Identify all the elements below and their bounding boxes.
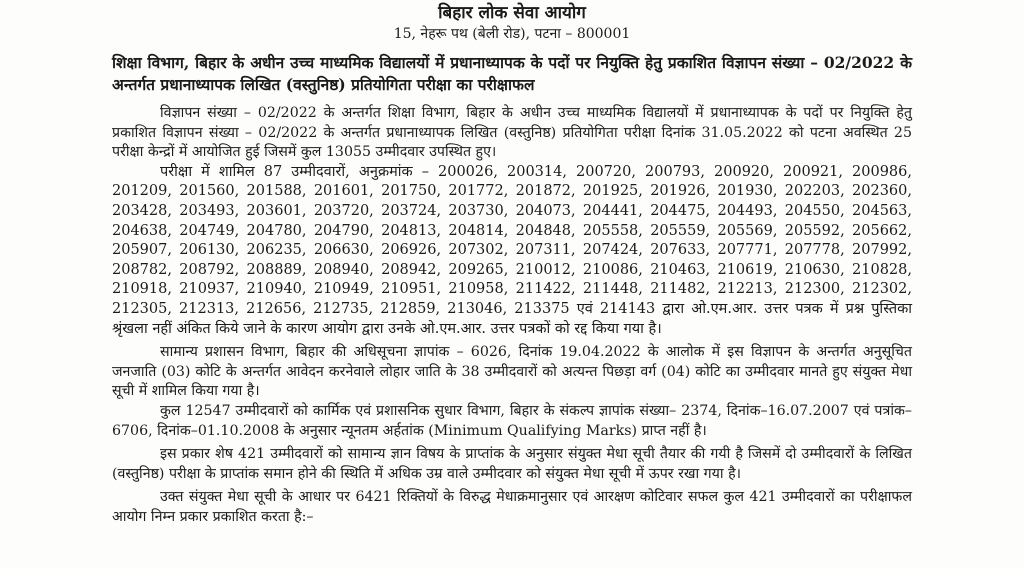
paragraph-exam-details: विज्ञापन संख्या – 02/2022 के अन्तर्गत शिक्षा विभाग, बिहार के अधीन उच्च माध्यमिक विद्यालयों में प्रधानाध्यापक के पदों पर नियुक्ति हेतु प्रकाशित विज्ञापन संख्या – 02/2022 के अन्तर्गत प्रधानाध्यापक लिखित (वस्तुनिष्ठ) प्रतियोगिता परीक्षा दिनांक 31.05.2022 को पटना अवस्थित 25 परीक्षा केन्द्रों में आयोजित हुई जिसमें कुल 13055 उम्मीदवार उपस्थित हुए। — [112, 105, 912, 161]
paragraph-lohar-caste: सामान्य प्रशासन विभाग, बिहार की अधिसूचना ज्ञापांक – 6026, दिनांक 19.04.2022 के आलोक में इस विज्ञापन के अन्तर्गत अनुसूचित जनजाति (03) कोटि के अन्तर्गत आवेदन करनेवाले लोहार जाति के 38 उम्मीदवारों को अत्यन्त पिछड़ा वर्ग (04) कोटि का उम्मीदवार मानते हुए संयुक्त मेधा सूची में शामिल किया गया है। — [112, 344, 912, 400]
paragraph-minimum-marks: कुल 12547 उम्मीदवारों को कार्मिक एवं प्रशासनिक सुधार विभाग, बिहार के संकल्प ज्ञापांक संख्या– 2374, दिनांक–16.07.2007 एवं पत्रांक– 6706, दिनांक–01.10.2008 के अनुसार न्यूनतम अर्हतांक (Minimum Qualifying Marks) प्राप्त नहीं है। — [112, 402, 912, 439]
paragraph-cancelled-omr: परीक्षा में शामिल 87 उम्मीदवारों, अनुक्रमांक – 200026, 200314, 200720, 200793, 200920, 200921, 200986, 201209, 201560, 201588, 201601, 201750, 201772, 201872, 201925, 201926, 201930, 202203, 202360, 203428, 203493, 203601, 203720, 203724, 203730, 204073, 204441, 204475, 204493, 204550, 204563, 204638, 204749, 204780, 204790, 204813, 204814, 204848, 205558, 205559, 205569, 205592, 205662, 205907, 206130, 206235, 206630, 206926, 207302, 207311, 207424, 207633, 207771, 207778, 207992, 208782, 208792, 208889, 208940, 208942, 209265, 210012, 210086, 210463, 210619, 210630, 210828, 210918, 210937, 210940, 210949, 210951, 210958, 211422, 211448, 211482, 212213, 212300, 212302, 212305, 212313, 212656, 212735, 212859, 213046, 213375 एवं 214143 द्वारा ओ.एम.आर. उत्तर पत्रक में प्रश्न पुस्तिका श्रृंखला नहीं अंकित किये जाने के कारण आयोग द्वारा उनके ओ.एम.आर. उत्तर पत्रकों को रद्द किया गया है। — [112, 163, 912, 337]
paragraph-merit-list: इस प्रकार शेष 421 उम्मीदवारों को सामान्य ज्ञान विषय के प्राप्तांक के अनुसार संयुक्त मेधा सूची तैयार की गयी है जिसमें दो उम्मीदवारों के लिखित (वस्तुनिष्ठ) परीक्षा के प्राप्तांक समान होने की स्थिति में अधिक उम्र वाले उम्मीदवार को संयुक्त मेधा सूची में ऊपर रखा गया है। — [112, 446, 912, 482]
paragraph-result-publication: उक्त संयुक्त मेधा सूची के आधार पर 6421 रिक्तियों के विरुद्ध मेधाक्रमानुसार एवं आरक्षण कोटिवार सफल कुल 421 उम्मीदवारों का परीक्षाफल आयोग निम्न प्रकार प्रकाशित करता है:– — [112, 489, 912, 525]
document-body — [112, 104, 912, 527]
bottom-crop-edge — [0, 556, 1024, 569]
commission-name: बिहार लोक सेवा आयोग — [438, 3, 586, 23]
commission-address: 15, नेहरू पथ (बेली रोड), पटना – 800001 — [393, 26, 631, 42]
result-heading: शिक्षा विभाग, बिहार के अधीन उच्च माध्यमिक विद्यालयों में प्रधानाध्यापक के पदों पर नियुक्ति हेतु प्रकाशित विज्ञापन संख्या – 02/2022 के अन्तर्गत प्रधानाध्यापक लिखित (वस्तुनिष्ठ) प्रतियोगिता परीक्षा का परीक्षाफल — [112, 53, 912, 94]
